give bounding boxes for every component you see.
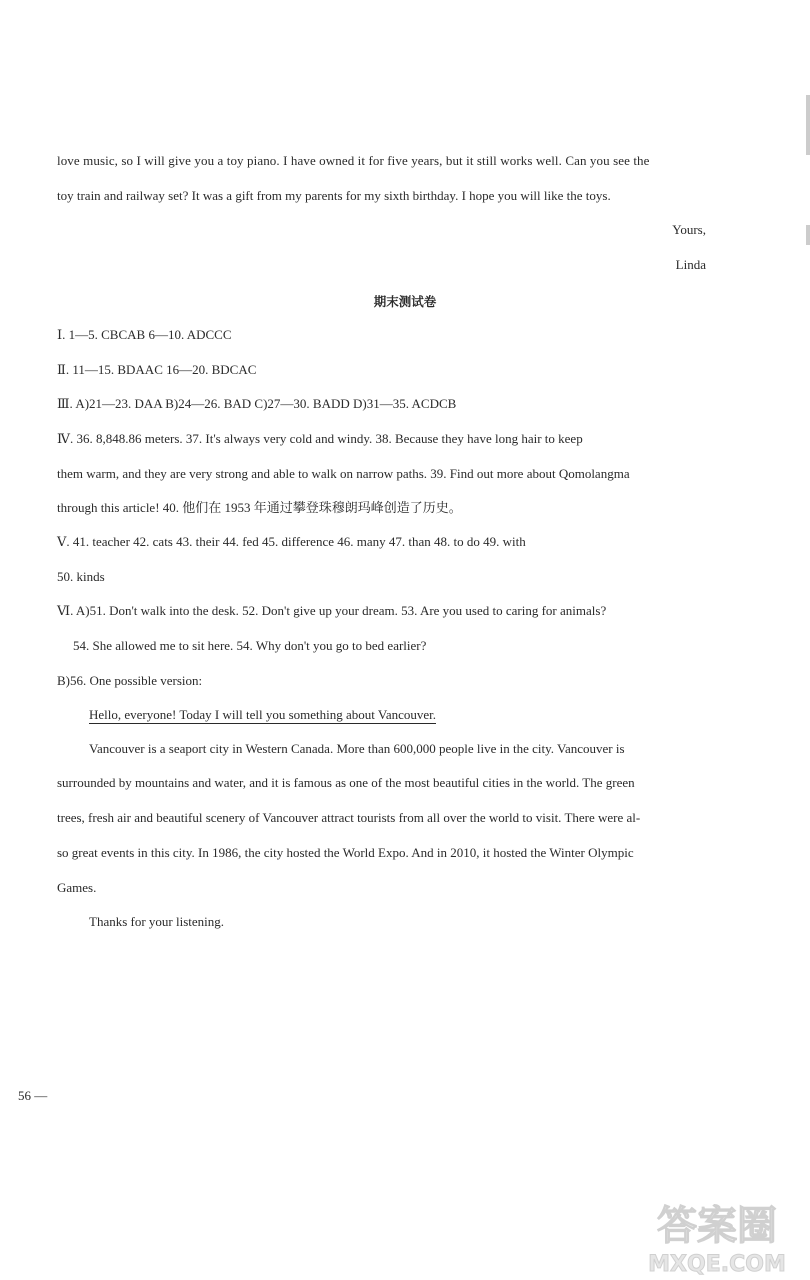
answer-section-iv-line-1: Ⅳ. 36. 8,848.86 meters. 37. It's always very cold and windy. 38. Because they have long hair to keep xyxy=(57,431,583,446)
answer-section-vi-line-2: 54. She allowed me to sit here. 54. Why don't you go to bed earlier? xyxy=(73,638,427,653)
answer-section-v-line-1: Ⅴ. 41. teacher 42. cats 43. their 44. fed 45. difference 46. many 47. than 48. to do 49. with xyxy=(57,534,526,549)
answer-section-iv-line-2: them warm, and they are very strong and able to walk on narrow paths. 39. Find out more about Qomolangma xyxy=(57,466,630,481)
watermark-chars: 答案圈 xyxy=(657,1203,777,1249)
essay-line-3: trees, fresh air and beautiful scenery of Vancouver attract tourists from all over the world to visit. There were al- xyxy=(57,810,641,825)
answer-section-i: Ⅰ. 1—5. CBCAB 6—10. ADCCC xyxy=(57,327,232,342)
answer-section-iii: Ⅲ. A)21—23. DAA B)24—26. BAD C)27—30. BADD D)31—35. ACDCB xyxy=(57,396,457,411)
letter-line-1: love music, so I will give you a toy piano. I have owned it for five years, but it still works well. Can you see the xyxy=(57,153,650,168)
letter-signature: Linda xyxy=(675,257,706,272)
answer-section-vi-line-1: Ⅵ. A)51. Don't walk into the desk. 52. Don't give up your dream. 53. Are you used to caring for animals? xyxy=(57,603,607,618)
letter-line-2: toy train and railway set? It was a gift from my parents for my sixth birthday. I hope you will like the toys. xyxy=(57,188,611,203)
answer-section-vi-b-intro: B)56. One possible version: xyxy=(57,673,203,688)
watermark-logo xyxy=(632,1195,802,1275)
letter-closing: Yours, xyxy=(672,222,706,237)
scan-edge-mark-2 xyxy=(806,225,810,245)
scan-edge-mark-1 xyxy=(806,95,810,155)
essay-line-1: Vancouver is a seaport city in Western Canada. More than 600,000 people live in the city. Vancouver is xyxy=(89,741,625,756)
answer-section-iv-line-3: through this article! 40. 他们在 1953 年通过攀登珠穆朗玛峰创造了历史。 xyxy=(57,500,462,515)
essay-line-4: so great events in this city. In 1986, the city hosted the World Expo. And in 2010, it hosted the Winter Olympic xyxy=(57,845,634,860)
essay-line-5: Games. xyxy=(57,880,97,895)
page-number: 56 — xyxy=(18,1088,48,1103)
essay-line-2: surrounded by mountains and water, and it is famous as one of the most beautiful cities in the world. The green xyxy=(57,775,635,790)
answer-section-v-line-2: 50. kinds xyxy=(57,569,105,584)
essay-opening-text: Hello, everyone! Today I will tell you something about Vancouver. xyxy=(89,707,437,722)
section-title: 期末测试卷 xyxy=(373,294,437,309)
essay-closing: Thanks for your listening. xyxy=(89,914,225,929)
essay-opening xyxy=(89,706,436,724)
answer-section-ii: Ⅱ. 11—15. BDAAC 16—20. BDCAC xyxy=(57,362,257,377)
watermark-url: MXQE.COM xyxy=(648,1252,786,1275)
